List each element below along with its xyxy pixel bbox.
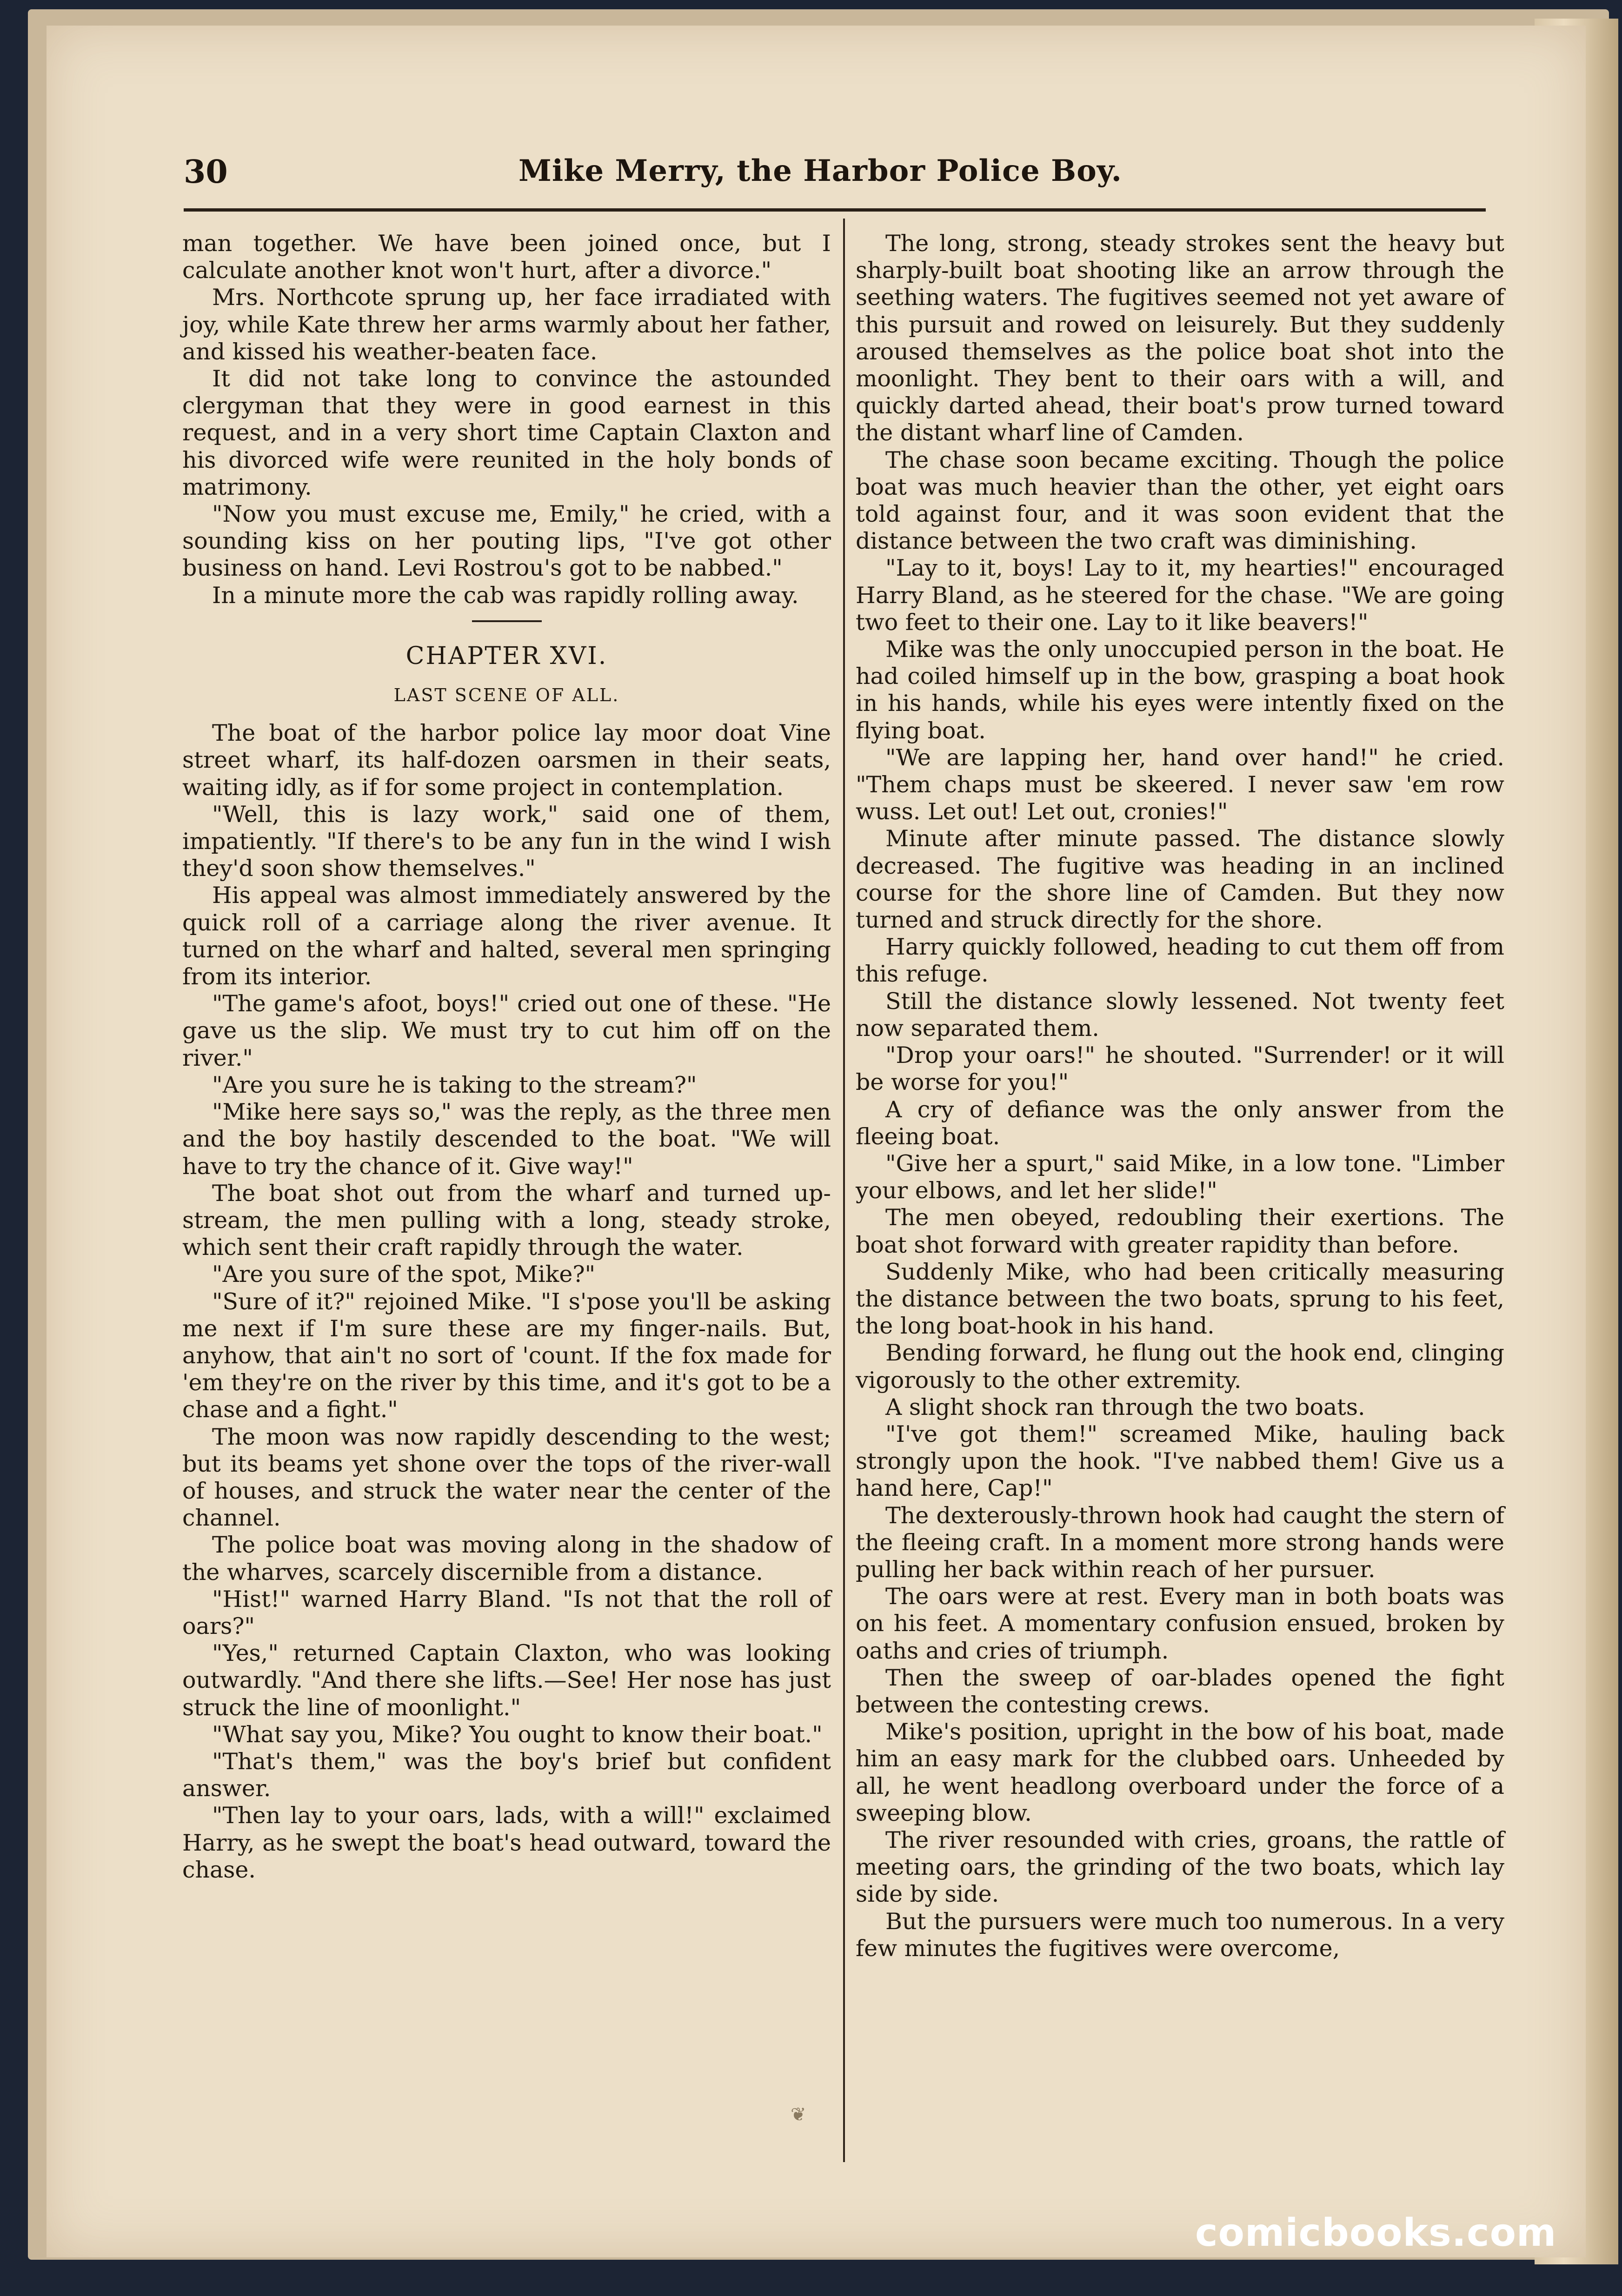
paragraph: "Mike here says so," was the reply, as the three men and the boy hastily descended to the boat. "We will have to try the chance of it. Give way!"	[182, 1099, 831, 1180]
column-divider	[843, 219, 845, 2162]
paragraph: The oars were at rest. Every man in both boats was on his feet. A momentary confusion ensued, broken by oaths and cries of triumph.	[856, 1583, 1504, 1664]
paragraph: "Give her a spurt," said Mike, in a low tone. "Limber your elbows, and let her slide!"	[856, 1150, 1504, 1204]
printer-ornament-icon: ❦	[791, 2104, 806, 2125]
paragraph: The men obeyed, redoubling their exertions. The boat shot forward with greater rapidity than before.	[856, 1204, 1504, 1258]
paragraph: The dexterously-thrown hook had caught the stern of the fleeing craft. In a moment more strong hands were pulling her back within reach of her pursuer.	[856, 1502, 1504, 1583]
paragraph: "That's them," was the boy's brief but confident answer.	[182, 1748, 831, 1802]
paragraph: "I've got them!" screamed Mike, hauling back strongly upon the hook. "I've nabbed them! Give us a hand here, Cap!"	[856, 1420, 1504, 1502]
chapter-divider	[472, 620, 542, 622]
paragraph: Mrs. Northcote sprung up, her face irradiated with joy, while Kate threw her arms warmly about her father, and kissed his weather-beaten face.	[182, 284, 831, 365]
paragraph: "Hist!" warned Harry Bland. "Is not that the roll of oars?"	[182, 1586, 831, 1639]
paragraph: A slight shock ran through the two boats.	[885, 1394, 1365, 1420]
paragraph: But the pursuers were much too numerous. In a very few minutes the fugitives were overcome,	[856, 1908, 1504, 1962]
paragraph: The moon was now rapidly descending to the west; but its beams yet shone over the tops of the river-wall of houses, and struck the water near the center of the channel.	[182, 1423, 831, 1532]
paragraph: "Yes," returned Captain Claxton, who was looking outwardly. "And there she lifts.—See! Her nose has just struck the line of moonlight."	[182, 1640, 831, 1721]
paragraph: Harry quickly followed, heading to cut them off from this refuge.	[856, 934, 1504, 988]
paragraph: "Sure of it?" rejoined Mike. "I s'pose you'll be asking me next if I'm sure these are my finger-nails. But, anyhow, that ain't no sort of 'count. If the fox made for 'em they're on the river by this time, and it's got to be a chase and a fight."	[182, 1288, 831, 1423]
paragraph: Bending forward, he flung out the hook end, clinging vigorously to the other extremity.	[856, 1340, 1504, 1394]
paragraph: "Then lay to your oars, lads, with a will!" exclaimed Harry, as he swept the boat's head outward, toward the chase.	[182, 1802, 831, 1883]
page-number: 30	[184, 153, 228, 191]
paragraph: The long, strong, steady strokes sent the heavy but sharply-built boat shooting like an arrow through the seething waters. The fugitives seemed not yet aware of this pursuit and rowed on leisurely. But they suddenly aroused themselves as the police boat shot into the moonlight. They bent to their oars with a will, and quickly darted ahead, their boat's prow turned toward the distant wharf line of Camden.	[856, 230, 1504, 446]
paragraph: His appeal was almost immediately answered by the quick roll of a carriage along the river avenue. It turned on the wharf and halted, several men springing from its interior.	[182, 882, 831, 990]
paragraph: "Well, this is lazy work," said one of them, impatiently. "If there's to be any fun in the wind I wish they'd soon show themselves."	[182, 801, 831, 882]
paragraph: The river resounded with cries, groans, the rattle of meeting oars, the grinding of the two boats, which lay side by side.	[856, 1826, 1504, 1908]
paragraph: "The game's afoot, boys!" cried out one of these. "He gave us the slip. We must try to cut him off on the river."	[182, 990, 831, 1071]
watermark: comicbooks.com	[1195, 2211, 1557, 2255]
paragraph: Mike was the only unoccupied person in the boat. He had coiled himself up in the bow, grasping a boat hook in his hands, while his eyes were intently fixed on the flying boat.	[856, 636, 1504, 744]
right-column	[856, 230, 1504, 1962]
paragraph: The police boat was moving along in the shadow of the wharves, scarcely discernible from a distance.	[182, 1532, 831, 1586]
chapter-subtitle: LAST SCENE OF ALL.	[393, 685, 620, 706]
paragraph: "What say you, Mike? You ought to know their boat."	[212, 1721, 823, 1748]
paragraph: Still the distance slowly lessened. Not twenty feet now separated them.	[856, 988, 1504, 1042]
paragraph: "Drop your oars!" he shouted. "Surrender! or it will be worse for you!"	[856, 1042, 1504, 1096]
page-header	[184, 153, 1486, 195]
running-title: Mike Merry, the Harbor Police Boy.	[519, 153, 1122, 188]
paragraph: "Are you sure he is taking to the stream?"	[212, 1071, 697, 1098]
paragraph: The boat of the harbor police lay moor dоat Vine street wharf, its half-dozen oarsmen in their seats, waiting idly, as if for some project in contemplation.	[182, 720, 831, 801]
paragraph: Minute after minute passed. The distance slowly decreased. The fugitive was heading in an inclined course for the shore line of Camden. But they now turned and struck directly for the shore.	[856, 825, 1504, 934]
header-rule	[184, 208, 1486, 212]
paragraph: It did not take long to convince the astounded clergyman that they were in good earnest in this request, and in a very short time Captain Claxton and his divorced wife were reunited in the holy bonds of matrimony.	[182, 365, 831, 500]
paragraph: The chase soon became exciting. Though the police boat was much heavier than the other, yet eight oars told against four, and it was soon evident that the distance between the two craft was diminishing.	[856, 446, 1504, 555]
left-column	[182, 230, 831, 1884]
paragraph: Suddenly Mike, who had been critically measuring the distance between the two boats, sprung to his feet, the long boat-hook in his hand.	[856, 1258, 1504, 1340]
paragraph: "Are you sure of the spot, Mike?"	[212, 1261, 596, 1288]
paragraph: "We are lapping her, hand over hand!" he cried. "Them chaps must be skeered. I never saw 'em row wuss. Let out! Let out, cronies!"	[856, 744, 1504, 825]
paragraph: "Lay to it, boys! Lay to it, my hearties!" encouraged Harry Bland, as he steered for the chase. "We are going two feet to their one. Lay to it like beavers!"	[856, 555, 1504, 636]
paragraph: Then the sweep of oar-blades opened the fight between the contesting crews.	[856, 1664, 1504, 1718]
paragraph: The boat shot out from the wharf and turned up-stream, the men pulling with a long, steady stroke, which sent their craft rapidly through the water.	[182, 1180, 831, 1261]
paragraph: man together. We have been joined once, but I calculate another knot won't hurt, after a divorce."	[182, 230, 831, 284]
chapter-title: CHAPTER XVI.	[406, 642, 608, 670]
paragraph: Mike's position, upright in the bow of his boat, made him an easy mark for the clubbed oars. Unheeded by all, he went headlong overboard under the force of a sweeping blow.	[856, 1719, 1504, 1826]
paragraph: A cry of defiance was the only answer from the fleeing boat.	[856, 1096, 1504, 1150]
paragraph: "Now you must excuse me, Emily," he cried, with a sounding kiss on her pouting lips, "I've got other business on hand. Levi Rostrou's got to be nabbed."	[182, 501, 831, 582]
paragraph: In a minute more the cab was rapidly rolling away.	[212, 582, 799, 609]
